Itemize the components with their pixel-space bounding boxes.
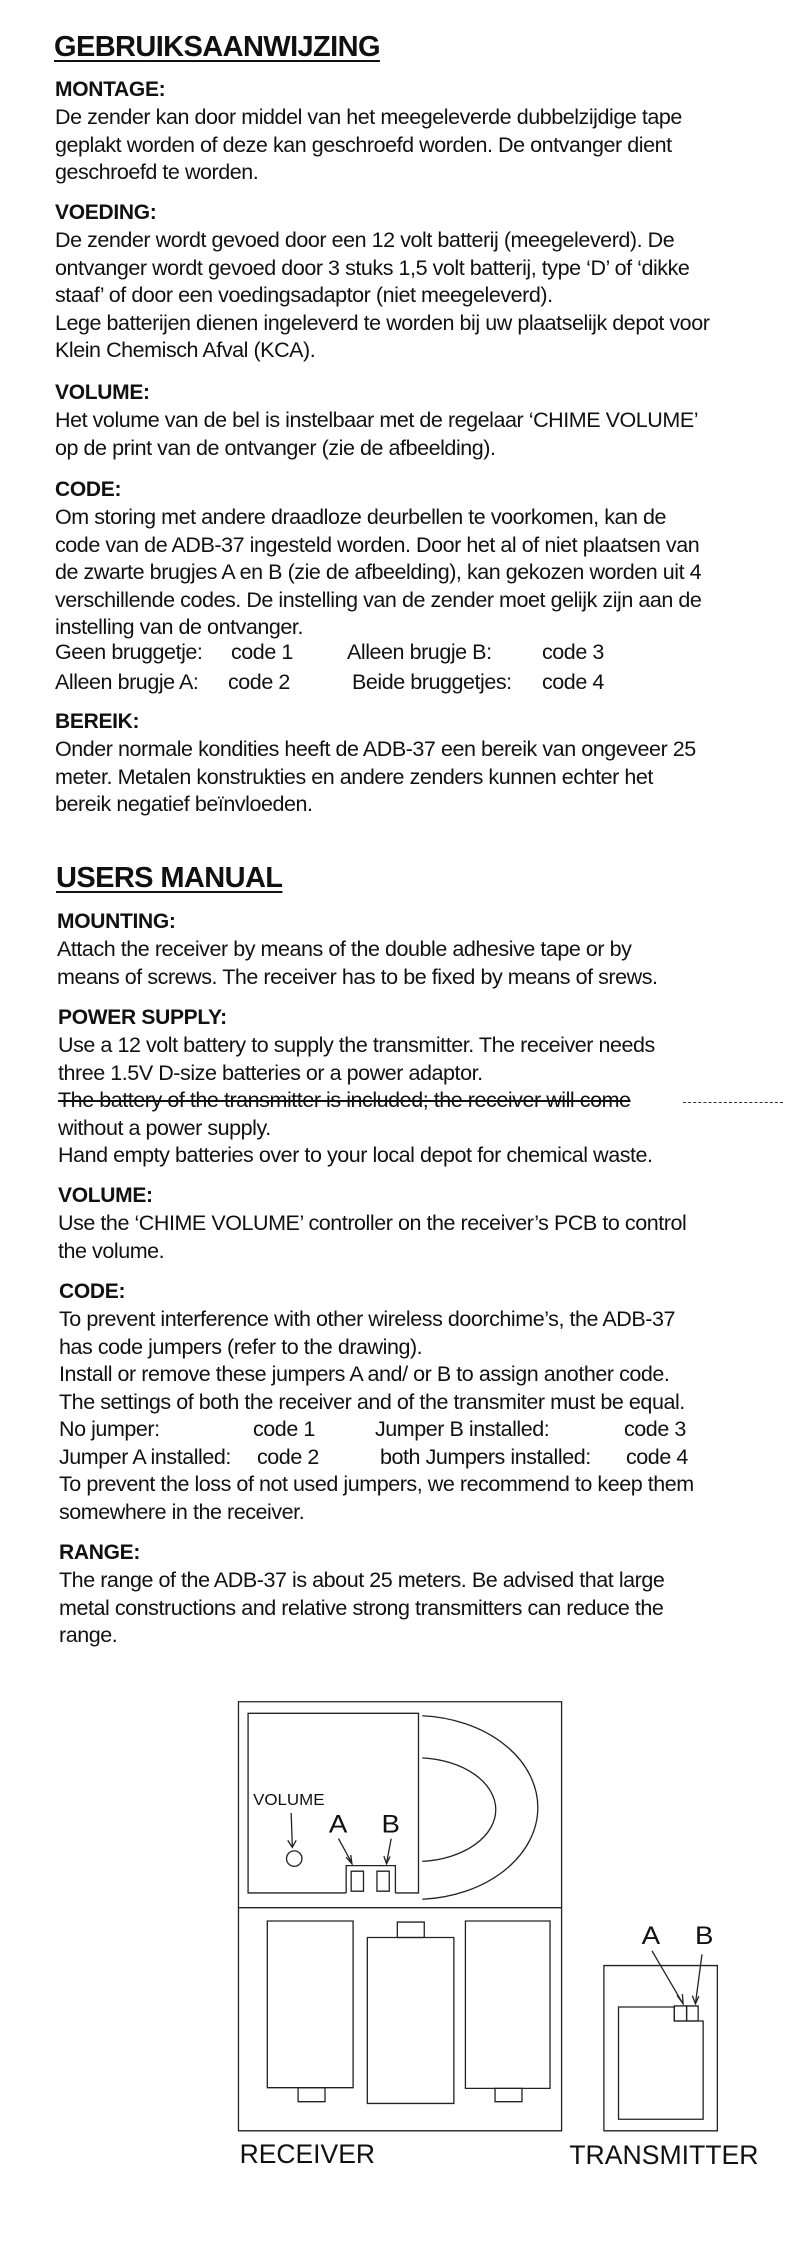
section-volume-nl (55, 379, 795, 462)
code-value: code 1 (253, 1417, 315, 1441)
battery-terminal (397, 1922, 424, 1937)
text-line: De zender kan door middel van het meegeleverde dubbelzijdige tape (55, 105, 682, 129)
text-line: has code jumpers (refer to the drawing). (59, 1334, 423, 1359)
section-heading: CODE: (55, 478, 122, 501)
section-heading: POWER SUPPLY: (58, 1006, 227, 1029)
code-condition: Jumper B installed: (375, 1417, 550, 1441)
section-heading: MOUNTING: (57, 910, 176, 933)
transmitter-pcb (619, 2007, 704, 2119)
section-heading: CODE: (59, 1280, 126, 1303)
code-table-row (59, 1444, 799, 1472)
receiver-transmitter-diagram (200, 1700, 802, 2248)
transmitter-jumper-b-arrow (692, 1954, 702, 2003)
code-table-row (55, 669, 795, 697)
text-line: meter. Metalen konstrukties en andere zenders kunnen echter het (55, 764, 653, 789)
code-value: code 2 (228, 670, 290, 694)
code-table-row (59, 1416, 799, 1444)
transmitter-jumper-b-label: B (695, 1920, 714, 1950)
receiver-label: RECEIVER (239, 2139, 376, 2169)
code-condition: Geen bruggetje: (55, 639, 203, 664)
battery-terminal (298, 2088, 325, 2102)
text-line: De zender wordt gevoed door een 12 volt batterij (meegeleverd). De (55, 228, 675, 252)
text-line: Install or remove these jumpers A and/ or B to assign another code. (59, 1362, 670, 1386)
code-condition: both Jumpers installed: (380, 1444, 591, 1469)
volume-knob (287, 1851, 302, 1866)
code-value: code 3 (624, 1417, 686, 1441)
section-code-nl (55, 476, 795, 697)
jumper-a (351, 1871, 363, 1891)
volume-arrow (288, 1813, 296, 1847)
transmitter-label: TRANSMITTER (569, 2139, 759, 2170)
text-line: Attach the receiver by means of the double adhesive tape or by (57, 937, 632, 961)
text-line: somewhere in the receiver. (59, 1499, 305, 1524)
text-line: Use the ‘CHIME VOLUME’ controller on the receiver’s PCB to control (58, 1211, 687, 1235)
text-line: Het volume van de bel is instelbaar met de regelaar ‘CHIME VOLUME’ (55, 408, 699, 432)
text-line: bereik negatief beïnvloeden. (55, 792, 313, 816)
code-condition: Alleen brugje B: (347, 639, 492, 664)
struck-text: The battery of the transmitter is included; the receiver will come (58, 1088, 631, 1112)
text-line: Onder normale kondities heeft de ADB-37 een bereik van ongeveer 25 (55, 737, 696, 761)
battery (367, 1938, 454, 2104)
text-line: To prevent interference with other wireless doorchime’s, the ADB-37 (59, 1307, 675, 1331)
text-line: verschillende codes. De instelling van de zender moet gelijk zijn aan de (55, 587, 702, 612)
speaker-inner (422, 1758, 495, 1861)
code-table-row (55, 639, 795, 667)
text-line: the volume. (58, 1238, 165, 1263)
text-line: Hand empty batteries over to your local depot for chemical waste. (58, 1143, 653, 1167)
transmitter-jumper-b (687, 2006, 699, 2021)
jumper-b-arrow (384, 1839, 391, 1864)
jumper-a-label: A (328, 1809, 348, 1839)
text-line: means of screws. The receiver has to be fixed by means of srews. (57, 964, 658, 989)
jumper-block (346, 1866, 395, 1893)
strike-extension (683, 1102, 783, 1103)
section-heading: VOLUME: (58, 1184, 153, 1207)
battery (465, 1921, 550, 2088)
text-line: The range of the ADB-37 is about 25 meters. Be advised that large (59, 1568, 665, 1592)
text-line: To prevent the loss of not used jumpers, we recommend to keep them (59, 1472, 694, 1496)
section-volume-en (58, 1182, 798, 1265)
section-range (59, 1539, 799, 1650)
text-line: Use a 12 volt battery to supply the transmitter. The receiver needs (58, 1033, 655, 1057)
code-condition: Jumper A installed: (59, 1444, 231, 1469)
code-value: code 1 (231, 639, 293, 664)
section-bereik (55, 708, 795, 819)
receiver-drawing (238, 1702, 561, 2169)
section-code-en (59, 1278, 799, 1526)
code-condition: Beide bruggetjes: (352, 670, 512, 694)
section-heading: VOEDING: (55, 201, 157, 224)
text-line: metal constructions and relative strong transmitters can reduce the (59, 1595, 664, 1620)
speaker-outer (422, 1716, 537, 1899)
code-condition: Alleen brugje A: (55, 670, 199, 694)
english-title: USERS MANUAL (56, 862, 283, 894)
text-line: Om storing met andere draadloze deurbellen te voorkomen, kan de (55, 505, 667, 529)
text-line: op de print van de ontvanger (zie de afbeelding). (55, 435, 496, 460)
code-condition: No jumper: (59, 1417, 160, 1441)
jumper-b-label: B (381, 1809, 401, 1839)
transmitter-jumper-a-label: A (641, 1920, 661, 1950)
transmitter-drawing (569, 1921, 758, 2170)
code-value: code 3 (542, 639, 604, 664)
receiver-housing (238, 1702, 561, 2131)
text-line: three 1.5V D-size batteries or a power adaptor. (58, 1060, 483, 1085)
text-line: The settings of both the receiver and of the transmiter must be equal. (59, 1389, 685, 1414)
jumper-a-arrow (338, 1839, 351, 1864)
code-value: code 4 (626, 1444, 688, 1469)
section-heading: VOLUME: (55, 381, 150, 404)
transmitter-housing (604, 1966, 717, 2131)
text-line: geschroefd te worden. (55, 160, 259, 184)
text-line: range. (59, 1623, 118, 1647)
dutch-title: GEBRUIKSAANWIJZING (54, 31, 380, 63)
text-line: ontvanger wordt gevoed door 3 stuks 1,5 volt batterij, type ‘D’ of ‘dikke (55, 255, 690, 280)
volume-label: VOLUME (253, 1791, 325, 1810)
section-power-supply (58, 1004, 798, 1170)
text-line: instelling van de ontvanger. (55, 615, 303, 639)
text-line: Klein Chemisch Afval (KCA). (55, 338, 316, 362)
text-line: geplakt worden of deze kan geschroefd worden. De ontvanger dient (55, 132, 672, 157)
text-line: Lege batterijen dienen ingeleverd te worden bij uw plaatselijk depot voor (55, 310, 710, 335)
code-value: code 2 (257, 1444, 319, 1469)
section-voeding (55, 199, 795, 365)
battery (267, 1921, 353, 2088)
text-line: code van de ADB-37 ingesteld worden. Door het al of niet plaatsen van (55, 532, 700, 557)
section-mounting (57, 908, 797, 991)
section-heading: MONTAGE: (55, 78, 166, 101)
section-heading: BEREIK: (55, 710, 140, 733)
transmitter-jumper-a (674, 2006, 686, 2021)
text-line: staaf’ of door een voedingsadaptor (niet meegeleverd). (55, 283, 553, 307)
section-heading: RANGE: (59, 1541, 141, 1564)
battery-terminal (495, 2088, 522, 2101)
code-value: code 4 (542, 670, 604, 694)
text-line: without a power supply. (58, 1115, 271, 1140)
section-montage (55, 76, 795, 187)
transmitter-jumper-a-arrow (652, 1951, 683, 2004)
jumper-b (377, 1871, 389, 1891)
text-line: de zwarte brugjes A en B (zie de afbeelding), kan gekozen worden uit 4 (55, 560, 702, 584)
struck-text-line (58, 1087, 798, 1115)
